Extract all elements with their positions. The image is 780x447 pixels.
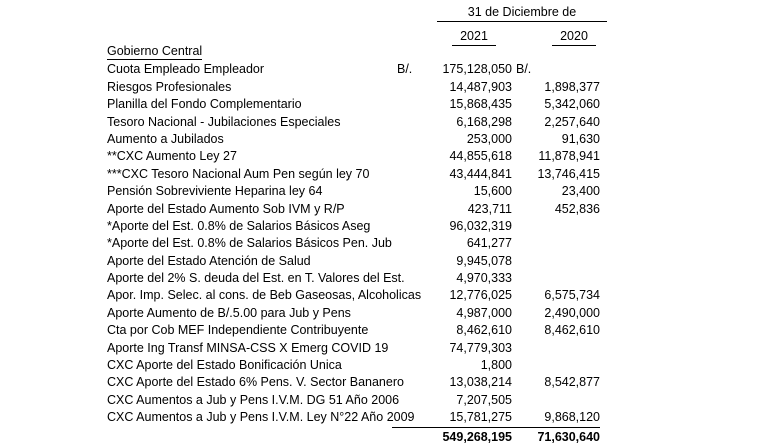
row-label: Aporte Aumento de B/.5.00 para Jub y Pens [107, 305, 351, 320]
value-2021: 96,032,319 [449, 218, 512, 233]
value-2021: 4,987,000 [456, 305, 512, 320]
value-2020: 13,746,415 [537, 166, 600, 181]
table-row [0, 166, 780, 183]
value-2021: 7,207,505 [456, 392, 512, 407]
value-2020: 2,257,640 [544, 114, 600, 129]
table-row [0, 114, 780, 131]
value-2021: 74,779,303 [449, 340, 512, 355]
table-rows [0, 61, 780, 426]
table-row [0, 270, 780, 287]
table-row [0, 148, 780, 165]
column-header-2020: 2020 [552, 28, 596, 46]
row-label: Aporte Ing Transf MINSA-CSS X Emerg COVID 19 [107, 340, 389, 355]
currency-symbol-2020: B/. [516, 62, 532, 77]
row-label: *Aporte del Est. 0.8% de Salarios Básicos Aseg [107, 218, 371, 233]
row-label: Aporte del 2% S. deuda del Est. en T. Valores del Est. [107, 271, 405, 286]
row-label: Aporte del Estado Aumento Sob IVM y R/P [107, 201, 345, 216]
period-label: 31 de Diciembre de [437, 4, 607, 22]
value-2020: 2,490,000 [544, 305, 600, 320]
table-row [0, 340, 780, 357]
value-2021: 44,855,618 [449, 149, 512, 164]
value-2020: 1,898,377 [544, 79, 600, 94]
value-2020: 5,342,060 [544, 97, 600, 112]
total-2021: 549,268,195 [392, 427, 512, 447]
value-2021: 9,945,078 [456, 253, 512, 268]
table-row [0, 322, 780, 339]
row-label: Planilla del Fondo Complementario [107, 97, 302, 112]
value-2021: 641,277 [466, 236, 512, 251]
currency-symbol-2021: B/. [397, 62, 413, 77]
row-label: Cuota Empleado Empleador [107, 62, 265, 77]
row-label: CXC Aporte del Estado 6% Pens. V. Sector Bananero [107, 375, 404, 390]
row-label: **CXC Aumento Ley 27 [107, 149, 237, 164]
period-header-row [0, 4, 780, 24]
row-label: Tesoro Nacional - Jubilaciones Especiales [107, 114, 341, 129]
row-label: ***CXC Tesoro Nacional Aum Pen según ley 70 [107, 166, 370, 181]
value-2021: 14,487,903 [449, 79, 512, 94]
totals-row [0, 427, 780, 446]
table-row [0, 131, 780, 148]
row-label: CXC Aumentos a Jub y Pens I.V.M. Ley N°22 Año 2009 [107, 410, 415, 425]
table-row [0, 287, 780, 304]
value-2021: 13,038,214 [449, 375, 512, 390]
value-2021: 175,128,050 [442, 62, 512, 77]
value-2021: 15,600 [473, 184, 512, 199]
value-2021: 423,711 [467, 201, 512, 216]
value-2020: 8,542,877 [544, 375, 600, 390]
value-2021: 15,868,435 [449, 97, 512, 112]
table-row [0, 357, 780, 374]
table-row [0, 183, 780, 200]
value-2021: 6,168,298 [456, 114, 512, 129]
table-row [0, 235, 780, 252]
row-label: *Aporte del Est. 0.8% de Salarios Básicos Pen. Jub [107, 236, 392, 251]
row-label: CXC Aporte del Estado Bonificación Unica [107, 358, 342, 373]
table-row [0, 392, 780, 409]
value-2020: 91,630 [561, 131, 600, 146]
table-row [0, 374, 780, 391]
value-2020: 8,462,610 [544, 323, 600, 338]
table-row [0, 218, 780, 235]
table-body [0, 44, 780, 446]
value-2021: 253,000 [466, 131, 512, 146]
value-2020: 9,868,120 [544, 410, 600, 425]
row-label: Aumento a Jubilados [107, 131, 224, 146]
row-label: Aporte del Estado Atención de Salud [107, 253, 311, 268]
value-2021: 15,781,275 [449, 410, 512, 425]
total-2020: 71,630,640 [480, 427, 600, 447]
value-2021: 8,462,610 [456, 323, 512, 338]
table-row [0, 61, 780, 78]
row-label: CXC Aumentos a Jub y Pens I.V.M. DG 51 Año 2006 [107, 392, 400, 407]
table-row [0, 79, 780, 96]
value-2020: 6,575,734 [544, 288, 600, 303]
column-header-2021: 2021 [452, 28, 496, 46]
value-2021: 4,970,333 [456, 271, 512, 286]
table-row [0, 409, 780, 426]
section-heading [0, 44, 780, 61]
row-label: Cta por Cob MEF Independiente Contribuyente [107, 323, 369, 338]
value-2020: 452,836 [554, 201, 600, 216]
value-2020: 11,878,941 [538, 149, 600, 164]
value-2021: 12,776,025 [449, 288, 512, 303]
row-label: Pensión Sobreviviente Heparina ley 64 [107, 184, 323, 199]
value-2021: 43,444,841 [449, 166, 512, 181]
value-2021: 1,800 [480, 358, 512, 373]
section-heading-label: Gobierno Central [107, 44, 203, 58]
value-2020: 23,400 [561, 184, 600, 199]
row-label: Apor. Imp. Selec. al cons. de Beb Gaseosas, Alcoholicas [107, 288, 422, 303]
table-row [0, 201, 780, 218]
table-row [0, 305, 780, 322]
table-row [0, 96, 780, 113]
row-label: Riesgos Profesionales [107, 79, 232, 94]
table-row [0, 253, 780, 270]
